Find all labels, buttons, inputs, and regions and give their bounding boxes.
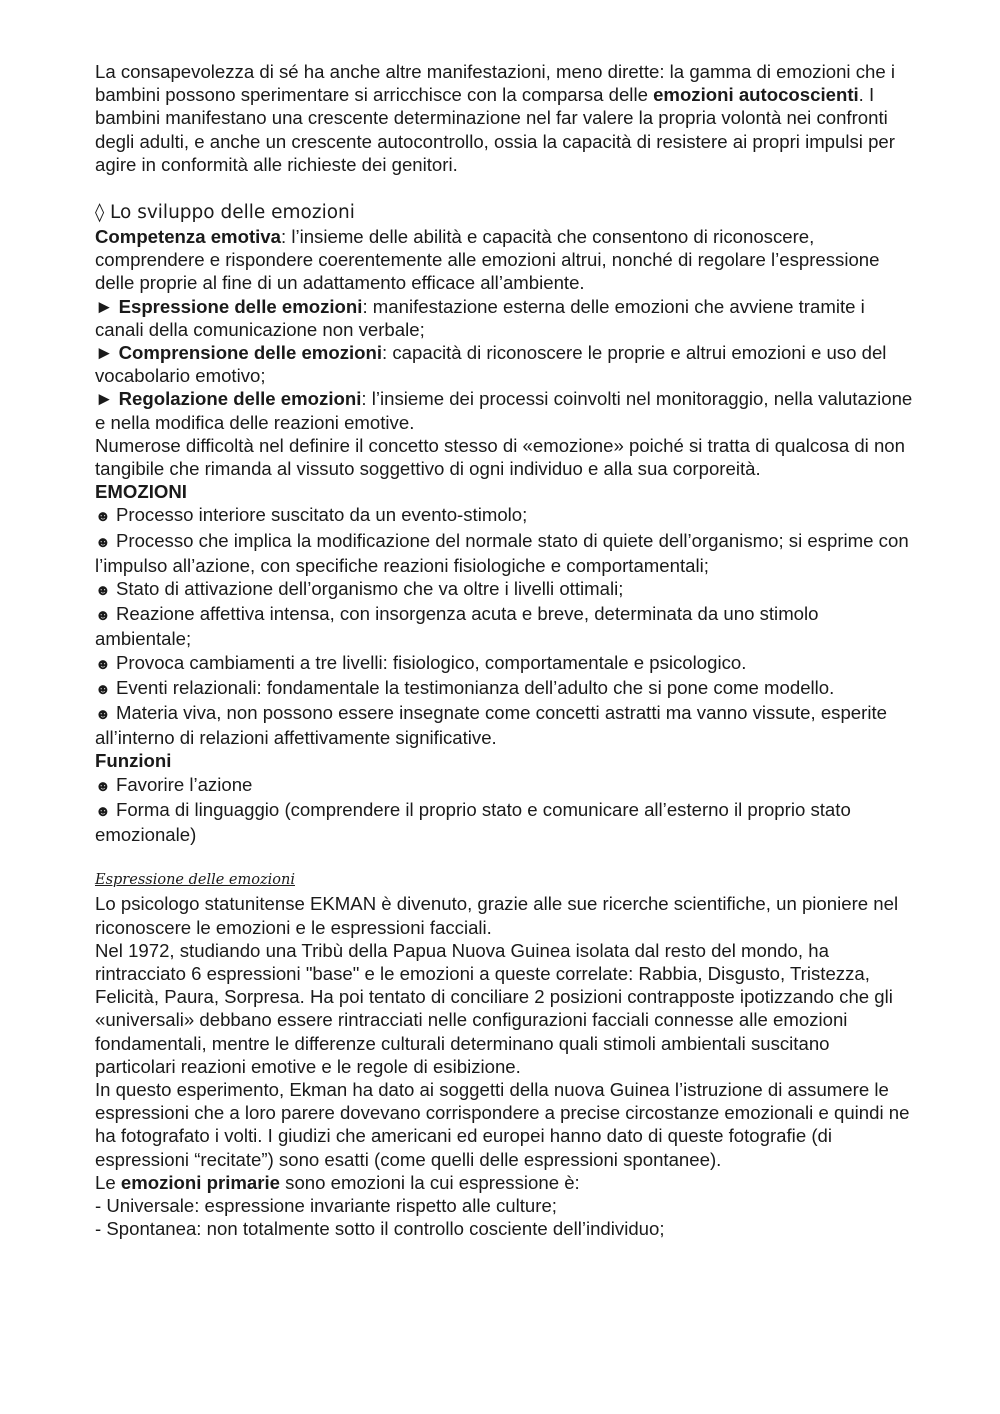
intro-paragraph [95, 60, 915, 176]
arrow-bullet-icon: ► [95, 295, 114, 317]
emozioni-item [95, 676, 915, 701]
arrow-bullet-icon: ► [95, 388, 114, 410]
funzioni-item-text: Forma di linguaggio (comprendere il proprio stato e comunicare all’esterno il proprio stato emozionale) [95, 798, 851, 846]
emozioni-item-text: Reazione affettiva intensa, con insorgenza acuta e breve, determinata da uno stimolo ambientale; [95, 603, 819, 650]
primarie-paragraph [95, 1171, 915, 1194]
emozioni-heading-text: EMOZIONI [95, 481, 187, 503]
smiley-bullet-icon: ☻ [95, 533, 111, 551]
emozioni-item [95, 651, 915, 676]
emozioni-item [95, 503, 915, 528]
emozioni-item-text: Eventi relazionali: fondamentale la testimonianza dell’adulto che si pone come modello. [115, 676, 835, 698]
arrow-item-term: Regolazione delle emozioni [118, 388, 362, 410]
numerose-paragraph: Numerose difficoltà nel definire il concetto stesso di «emozione» poiché si tratta di qualcosa di non tangibile che rimanda al vissuto soggettivo di ogni individuo e alla sua corporeità. [95, 434, 905, 480]
arrow-item [95, 341, 915, 387]
funzioni-heading [95, 749, 915, 772]
emozioni-item [95, 577, 915, 602]
arrow-item-text: : manifestazione esterna delle emozioni che avviene tramite i canali della comunicazione non verbale; [95, 295, 865, 340]
ekman-paragraph: In questo esperimento, Ekman ha dato ai soggetti della nuova Guinea l’istruzione di assumere le espressioni che a loro parere dovevano corrispondere a precise circostanze emozionali e quindi ne ha fotografato i volti. I giudizi che americani ed europei hanno dato di queste fotografie (di espressioni “recitate”) sono esatti (come quelli delle espressioni spontanee). [95, 1078, 910, 1170]
competenza-term: Competenza emotiva [95, 226, 281, 248]
smiley-bullet-icon: ☻ [95, 706, 111, 724]
funzioni-item [95, 798, 915, 846]
section-heading: ◊ Lo sviluppo delle emozioni [95, 202, 355, 224]
emozioni-item-text: Processo che implica la modificazione del normale stato di quiete dell’organismo; si esprime con l’impulso all’azione, con specifiche reazioni fisiologiche e comportamentali; [95, 529, 909, 576]
smiley-bullet-icon: ☻ [95, 680, 111, 698]
primarie-text-end: sono emozioni la cui espressione è: [279, 1171, 580, 1193]
emozioni-item [95, 529, 915, 577]
smiley-bullet-icon: ☻ [95, 508, 111, 526]
intro-text-end: . I bambini manifestano una crescente determinazione nel far valere la propria volontà nei confronti degli adulti, e anche un crescente autocontrollo, ossia la capacità di resistere ai propri impulsi per agire in conformità alle richieste dei genitori. [95, 84, 895, 175]
arrow-item [95, 387, 915, 433]
emozioni-item-text: Processo interiore suscitato da un evento-stimolo; [115, 504, 528, 526]
emozioni-item-text: Stato di attivazione dell’organismo che va oltre i livelli ottimali; [115, 578, 624, 600]
primarie-text-start: Le [95, 1171, 121, 1193]
spacer [95, 176, 915, 199]
emozioni-item-text: Materia viva, non possono essere insegnate come concetti astratti ma vanno vissute, esperite all’interno di relazioni affettivamente significative. [95, 702, 887, 749]
competenza-definition: : l’insieme delle abilità e capacità che consentono di riconoscere, comprendere e rispondere coerentemente alle emozioni altrui, nonché di regolare l’espressione delle proprie al fine di un adattamento efficace all’ambiente. [95, 226, 880, 294]
arrow-item-term: Comprensione delle emozioni [118, 342, 383, 364]
primarie-item: - Spontanea: non totalmente sotto il controllo cosciente dell’individuo; [95, 1218, 665, 1240]
spacer [95, 846, 915, 869]
arrow-item-text: : l’insieme dei processi coinvolti nel monitoraggio, nella valutazione e nella modifica delle reazioni emotive. [95, 388, 913, 433]
arrow-bullet-icon: ► [95, 342, 114, 364]
funzioni-item [95, 773, 915, 798]
arrow-item [95, 295, 915, 341]
ekman-paragraph: Lo psicologo statunitense EKMAN è divenuto, grazie alle sue ricerche scientifiche, un pioniere nel riconoscere le emozioni e le espressioni facciali. [95, 893, 899, 938]
smiley-bullet-icon: ☻ [95, 582, 111, 600]
primarie-term: emozioni primarie [120, 1171, 280, 1193]
intro-bold-term: emozioni autocoscienti [653, 84, 859, 106]
ekman-paragraph: Nel 1972, studiando una Tribù della Papua Nuova Guinea isolata dal resto del mondo, ha rintracciato 6 espressioni "base" e le emozioni a queste correlate: Rabbia, Disgusto, Tristezza, Felicità, Paura, Sorpresa. Ha poi tentato di conciliare 2 posizioni contrapposte ipotizzando che gli «universali» debbano essere rintracciati nelle configurazioni facciali connesse alle emozioni fondamentali, mentre le differenze culturali determinano quali stimoli ambientali suscitano particolari reazioni emotive e le regole di esibizione. [95, 939, 893, 1077]
smiley-bullet-icon: ☻ [95, 607, 111, 625]
smiley-bullet-icon: ☻ [95, 777, 111, 795]
smiley-bullet-icon: ☻ [95, 802, 111, 820]
primarie-item: - Universale: espressione invariante rispetto alle culture; [95, 1194, 557, 1216]
emozioni-item [95, 602, 915, 650]
funzioni-heading-text: Funzioni [95, 750, 172, 772]
emozioni-heading [95, 480, 915, 503]
intro-text-start: La consapevolezza di sé ha anche altre manifestazioni, meno dirette: la gamma di emozioni che i bambini possono sperimentare si arricchisce con la comparsa delle [95, 61, 895, 106]
arrow-item-text: : capacità di riconoscere le proprie e altrui emozioni e uso del vocabolario emotivo; [95, 342, 887, 387]
emozioni-item-text: Provoca cambiamenti a tre livelli: fisiologico, comportamentale e psicologico. [115, 651, 747, 673]
smiley-bullet-icon: ☻ [95, 655, 111, 673]
document-page [95, 60, 915, 1240]
arrow-item-term: Espressione delle emozioni [118, 295, 363, 317]
competenza-paragraph [95, 225, 915, 295]
emozioni-item [95, 701, 915, 749]
espressione-heading: Espressione delle emozioni [95, 872, 295, 889]
funzioni-item-text: Favorire l’azione [115, 773, 253, 795]
